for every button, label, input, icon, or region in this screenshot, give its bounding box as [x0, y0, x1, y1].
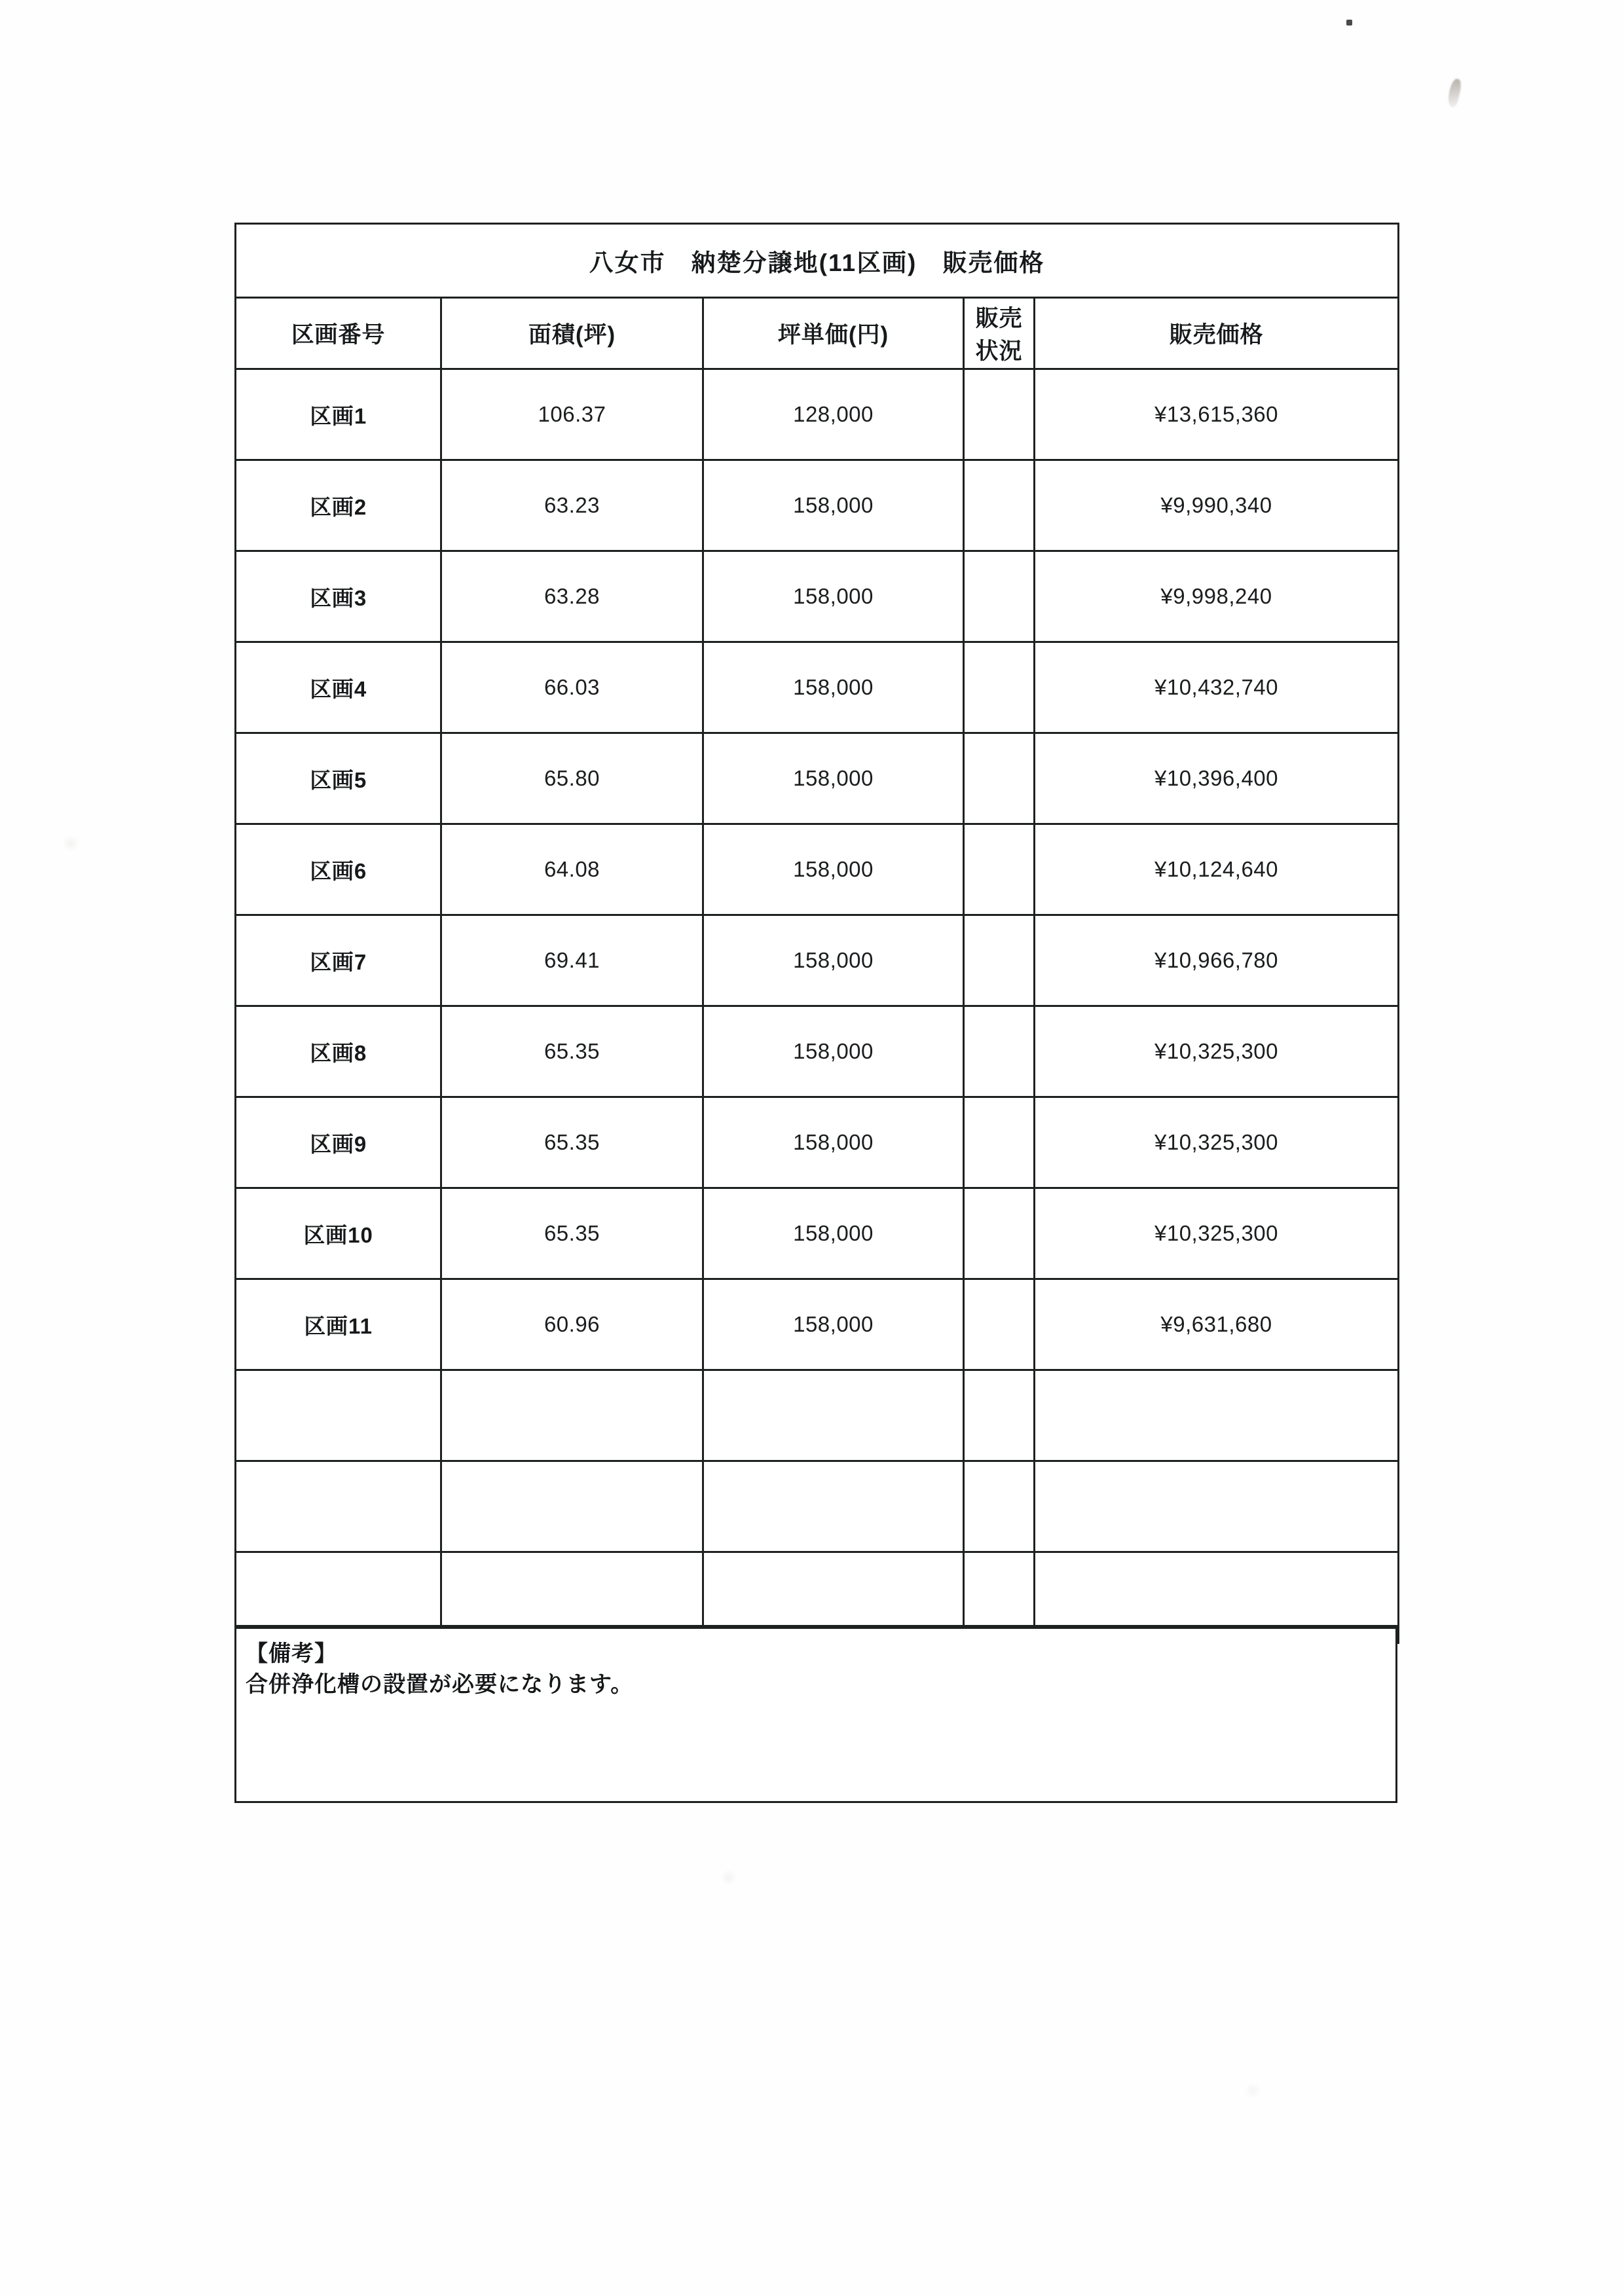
cell-value-kukaku: 区画2 [309, 494, 367, 519]
cell-joukyou [964, 1370, 1035, 1461]
cell-kukaku [236, 1461, 441, 1552]
column-header-label: 面積(坪) [528, 322, 616, 348]
cell-value-tanka: 158,000 [793, 857, 874, 881]
cell-tanka [703, 1188, 964, 1279]
cell-value-kukaku: 区画3 [309, 585, 367, 610]
cell-kukaku [236, 733, 441, 824]
scan-artifact-lower [720, 1869, 737, 1886]
cell-joukyou [964, 1097, 1035, 1188]
table-header-row [236, 298, 1399, 369]
cell-value-tanka: 158,000 [793, 675, 874, 699]
cell-menseki [441, 460, 703, 551]
cell-tanka [703, 460, 964, 551]
cell-tanka [703, 733, 964, 824]
cell-value-kakaku: ¥10,432,740 [1154, 675, 1279, 699]
cell-kukaku [236, 1370, 441, 1461]
table-row [236, 460, 1399, 551]
cell-value-menseki: 65.35 [544, 1130, 600, 1154]
cell-tanka [703, 551, 964, 642]
cell-kakaku [1035, 1188, 1399, 1279]
cell-menseki [441, 1188, 703, 1279]
cell-menseki [441, 1370, 703, 1461]
table-row [236, 1097, 1399, 1188]
cell-value-kukaku: 区画4 [309, 676, 367, 701]
cell-value-kukaku: 区画8 [309, 1040, 367, 1065]
cell-tanka [703, 1097, 964, 1188]
cell-joukyou [964, 369, 1035, 460]
scan-artifact-edge-left [62, 835, 79, 852]
cell-value-menseki: 63.28 [544, 584, 600, 608]
cell-value-tanka: 158,000 [793, 493, 874, 517]
cell-value-kakaku: ¥13,615,360 [1154, 402, 1279, 426]
cell-value-kakaku: ¥10,325,300 [1154, 1039, 1279, 1063]
cell-joukyou [964, 1188, 1035, 1279]
cell-value-menseki: 65.80 [544, 766, 600, 790]
cell-value-menseki: 69.41 [544, 948, 600, 972]
cell-value-kukaku: 区画1 [309, 403, 367, 428]
cell-menseki [441, 642, 703, 733]
cell-menseki [441, 369, 703, 460]
cell-value-menseki: 60.96 [544, 1312, 600, 1336]
cell-value-menseki: 65.35 [544, 1039, 600, 1063]
cell-value-kakaku: ¥9,998,240 [1160, 584, 1272, 608]
cell-joukyou [964, 824, 1035, 915]
scan-artifact-lower-right [1244, 2082, 1261, 2099]
column-header-label: 区画番号 [291, 322, 386, 348]
cell-joukyou [964, 642, 1035, 733]
cell-value-kakaku: ¥10,966,780 [1154, 948, 1279, 972]
cell-kukaku [236, 642, 441, 733]
column-header-tanka [703, 298, 964, 369]
cell-menseki [441, 733, 703, 824]
cell-value-kukaku: 区画10 [303, 1222, 373, 1247]
column-header-joukyou [964, 298, 1035, 369]
cell-tanka [703, 1370, 964, 1461]
cell-value-tanka: 158,000 [793, 766, 874, 790]
cell-value-menseki: 106.37 [538, 402, 606, 426]
cell-kukaku [236, 1279, 441, 1370]
table-row [236, 733, 1399, 824]
cell-kukaku [236, 460, 441, 551]
cell-kukaku [236, 1188, 441, 1279]
cell-menseki [441, 824, 703, 915]
cell-menseki [441, 1097, 703, 1188]
table-row [236, 915, 1399, 1006]
cell-kukaku [236, 915, 441, 1006]
table-row [236, 1279, 1399, 1370]
cell-value-kukaku: 区画9 [309, 1131, 367, 1156]
table-row [236, 642, 1399, 733]
cell-joukyou [964, 915, 1035, 1006]
remarks-text: 合併浄化槽の設置が必要になります。 [246, 1672, 634, 1698]
cell-kakaku [1035, 1279, 1399, 1370]
cell-value-tanka: 158,000 [793, 1312, 874, 1336]
cell-kukaku [236, 1097, 441, 1188]
table-title-row [236, 224, 1399, 298]
cell-kakaku [1035, 824, 1399, 915]
cell-joukyou [964, 460, 1035, 551]
cell-value-kakaku: ¥9,990,340 [1160, 493, 1272, 517]
cell-value-kakaku: ¥10,325,300 [1154, 1221, 1279, 1245]
cell-kukaku [236, 551, 441, 642]
cell-kakaku [1035, 1006, 1399, 1097]
cell-kukaku [236, 369, 441, 460]
page-title: 八女市 納楚分譲地(11区画) 販売価格 [589, 249, 1045, 276]
cell-value-kakaku: ¥10,325,300 [1154, 1130, 1279, 1154]
cell-value-menseki: 63.23 [544, 493, 600, 517]
table-row-empty [236, 1370, 1399, 1461]
cell-kukaku [236, 1006, 441, 1097]
cell-tanka [703, 1006, 964, 1097]
cell-kukaku [236, 824, 441, 915]
cell-tanka [703, 1279, 964, 1370]
cell-value-menseki: 64.08 [544, 857, 600, 881]
column-header-menseki [441, 298, 703, 369]
cell-tanka [703, 369, 964, 460]
cell-tanka [703, 1461, 964, 1552]
cell-value-kakaku: ¥10,396,400 [1154, 766, 1279, 790]
cell-tanka [703, 824, 964, 915]
cell-value-tanka: 158,000 [793, 1221, 874, 1245]
cell-value-kukaku: 区画5 [309, 767, 367, 792]
cell-kakaku [1035, 915, 1399, 1006]
column-header-kakaku [1035, 298, 1399, 369]
cell-value-tanka: 158,000 [793, 1130, 874, 1154]
cell-kakaku [1035, 1461, 1399, 1552]
cell-joukyou [964, 1279, 1035, 1370]
remarks-box [234, 1625, 1397, 1803]
column-header-label: 販売価格 [1169, 322, 1264, 348]
cell-joukyou [964, 551, 1035, 642]
cell-kakaku [1035, 733, 1399, 824]
cell-value-kukaku: 区画7 [309, 949, 367, 974]
table-row [236, 824, 1399, 915]
cell-menseki [441, 551, 703, 642]
scan-artifact-dot [1346, 20, 1352, 26]
cell-kakaku [1035, 460, 1399, 551]
cell-value-kakaku: ¥10,124,640 [1154, 857, 1279, 881]
cell-menseki [441, 915, 703, 1006]
scan-artifact-smudge [1447, 78, 1463, 108]
cell-value-kukaku: 区画6 [309, 858, 367, 883]
column-header-label: 販売状況 [975, 306, 1023, 364]
cell-menseki [441, 1279, 703, 1370]
table-row-empty [236, 1461, 1399, 1552]
cell-value-tanka: 158,000 [793, 948, 874, 972]
remarks-heading: 【備考】 [246, 1641, 337, 1666]
cell-tanka [703, 915, 964, 1006]
cell-kakaku [1035, 1370, 1399, 1461]
cell-value-tanka: 158,000 [793, 584, 874, 608]
table-row [236, 369, 1399, 460]
cell-menseki [441, 1461, 703, 1552]
cell-tanka [703, 642, 964, 733]
cell-kakaku [1035, 551, 1399, 642]
table-row [236, 1006, 1399, 1097]
column-header-kukaku [236, 298, 441, 369]
cell-value-kakaku: ¥9,631,680 [1160, 1312, 1272, 1336]
cell-value-tanka: 128,000 [793, 402, 874, 426]
cell-kakaku [1035, 642, 1399, 733]
column-header-label: 坪単価(円) [777, 322, 889, 348]
cell-joukyou [964, 1006, 1035, 1097]
cell-value-menseki: 65.35 [544, 1221, 600, 1245]
cell-kakaku [1035, 369, 1399, 460]
cell-joukyou [964, 733, 1035, 824]
table-row [236, 1188, 1399, 1279]
table-row [236, 551, 1399, 642]
cell-value-kukaku: 区画11 [304, 1313, 373, 1338]
table-title-cell [236, 224, 1399, 298]
cell-menseki [441, 1006, 703, 1097]
cell-value-tanka: 158,000 [793, 1039, 874, 1063]
cell-kakaku [1035, 1097, 1399, 1188]
cell-joukyou [964, 1461, 1035, 1552]
sales-price-table [234, 223, 1399, 1644]
cell-value-menseki: 66.03 [544, 675, 600, 699]
